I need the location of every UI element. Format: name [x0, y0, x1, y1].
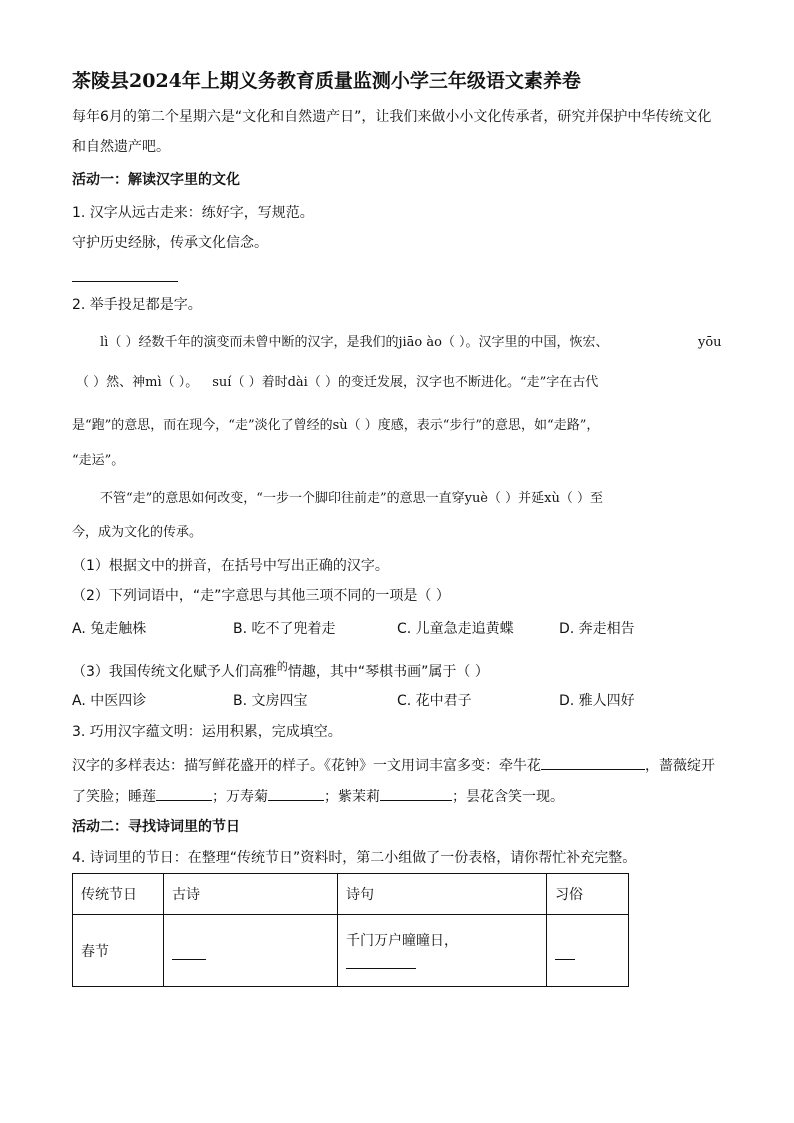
- q3-text: 了笑脸；睡莲: [72, 789, 156, 805]
- q2-sub-1: （1）根据文中的拼音，在括号中写出正确的汉字。: [72, 558, 389, 574]
- passage-segment: （ ）然、神: [76, 375, 146, 390]
- intro-line-1: 每年6月的第二个星期六是“文化和自然遗产日”，让我们来做小小文化传承者，研究并保护中华传统文化: [72, 109, 712, 125]
- q2-sub-2: （2）下列词语中，“走”字意思与其他三项不同的一项是（ ）: [72, 588, 450, 604]
- table-header-poem: 古诗: [164, 874, 338, 915]
- sub3-option-b[interactable]: B. 文房四宝: [233, 693, 308, 709]
- passage-segment: 不管“走”的意思如何改变，“一步一个脚印往前走”的意思一直穿: [100, 491, 465, 506]
- table-row: [73, 915, 629, 987]
- table-header-verse: 诗句: [338, 874, 547, 915]
- q4-heading: 4. 诗词里的节日：在整理“传统节日”资料时，第二小组做了一份表格，请你帮忙补充完整。: [72, 850, 637, 866]
- table-cell-custom[interactable]: [547, 915, 629, 987]
- passage-segment: lì（ ）经数千年的演变而未曾中断的汉字，是我们的: [100, 335, 399, 350]
- sub3-text: （3）我国传统文化赋予人们高雅: [72, 664, 277, 680]
- q1-line-2: 守护历史经脉，传承文化信念。: [72, 235, 268, 251]
- intro-line-2: 和自然遗产吧。: [72, 139, 170, 155]
- sub3-text: 情趣，其中“琴棋书画”属于（ ）: [287, 664, 489, 680]
- activity-1-heading: 活动一：解读汉字里的文化: [72, 172, 240, 188]
- custom-answer-blank[interactable]: [555, 945, 575, 960]
- passage-line-3: [72, 416, 599, 436]
- sub2-option-a[interactable]: A. 兔走触株: [72, 621, 147, 637]
- verse-answer-blank[interactable]: [346, 954, 416, 969]
- passage2-line-1: [100, 489, 603, 509]
- sub3-option-d[interactable]: D. 雅人四好: [559, 693, 635, 709]
- passage-segment: dài（ ）的变迁发展，汉字也不断进化。“走”字在古代: [287, 375, 599, 390]
- q3-text: 汉字的多样表达：描写鲜花盛开的样子。《花钟》一文用词丰富多变：牵牛花: [72, 758, 541, 774]
- sub2-option-b[interactable]: B. 吃不了兜着走: [233, 621, 336, 637]
- q2-heading: 2. 举手投足都是字。: [72, 297, 202, 313]
- q3-text: ，蔷薇绽开: [645, 758, 715, 774]
- q3-text: ；万寿菊: [212, 789, 268, 805]
- q3-text: ；昙花含笑一现。: [452, 789, 564, 805]
- passage-line-2: [76, 373, 598, 393]
- sub3-option-a[interactable]: A. 中医四诊: [72, 693, 147, 709]
- fill-blank-shuilian[interactable]: [156, 786, 212, 801]
- passage-segment: suí（ ）着时: [212, 375, 288, 390]
- table-header-row: [73, 874, 629, 915]
- passage-segment: 是“跑”的意思，而在现今，“走”淡化了曾经的: [72, 418, 333, 433]
- table-header-custom: 习俗: [547, 874, 629, 915]
- passage-segment: xù（ ）至: [544, 491, 603, 506]
- q1-line-1: 1. 汉字从远古走来：练好字，写规范。: [72, 205, 314, 221]
- passage-segment: yuè（ ）并延: [464, 491, 545, 506]
- sub2-option-c[interactable]: C. 儿童急走追黄蝶: [397, 621, 514, 637]
- sub3-option-c[interactable]: C. 花中君子: [397, 693, 472, 709]
- sub3-de: 的: [276, 660, 288, 673]
- sub2-option-d[interactable]: D. 奔走相告: [559, 621, 635, 637]
- fill-blank-zimoli[interactable]: [380, 786, 452, 801]
- passage-segment: mì（ ）。: [145, 375, 199, 390]
- q1-answer-line[interactable]: [72, 281, 178, 282]
- passage-segment: sù（ ）度感，表示“步行”的意思，如“走路”，: [332, 418, 600, 433]
- fill-blank-qianniuhua[interactable]: [541, 755, 645, 770]
- q2-sub-3: [72, 657, 489, 682]
- passage-line-1: [100, 333, 609, 353]
- passage-pinyin-you: yōu: [698, 335, 722, 350]
- festival-table: [72, 873, 629, 987]
- verse-text: 千门万户曈曈日，: [346, 933, 458, 949]
- q3-line-1: [72, 755, 715, 776]
- passage2-line-2: 今，成为文化的传承。: [72, 525, 203, 540]
- q3-heading: 3. 巧用汉字蕴文明：运用积累，完成填空。: [72, 724, 342, 740]
- poem-answer-blank[interactable]: [172, 945, 206, 960]
- table-cell-poem[interactable]: [164, 915, 338, 987]
- table-cell-festival: 春节: [73, 915, 164, 987]
- table-header-festival: 传统节日: [73, 874, 164, 915]
- page-title: 茶陵县2024年上期义务教育质量监测小学三年级语文素养卷: [72, 70, 581, 92]
- table-cell-verse: [338, 915, 547, 987]
- q3-line-2: [72, 786, 564, 807]
- activity-2-heading: 活动二：寻找诗词里的节日: [72, 819, 240, 835]
- fill-blank-wanshouju[interactable]: [268, 786, 324, 801]
- passage-line-4: “走运”。: [72, 453, 125, 468]
- q3-text: ；紫茉莉: [324, 789, 380, 805]
- passage-segment: jiāo ào（ ）。汉字里的中国，恢宏、: [398, 335, 609, 350]
